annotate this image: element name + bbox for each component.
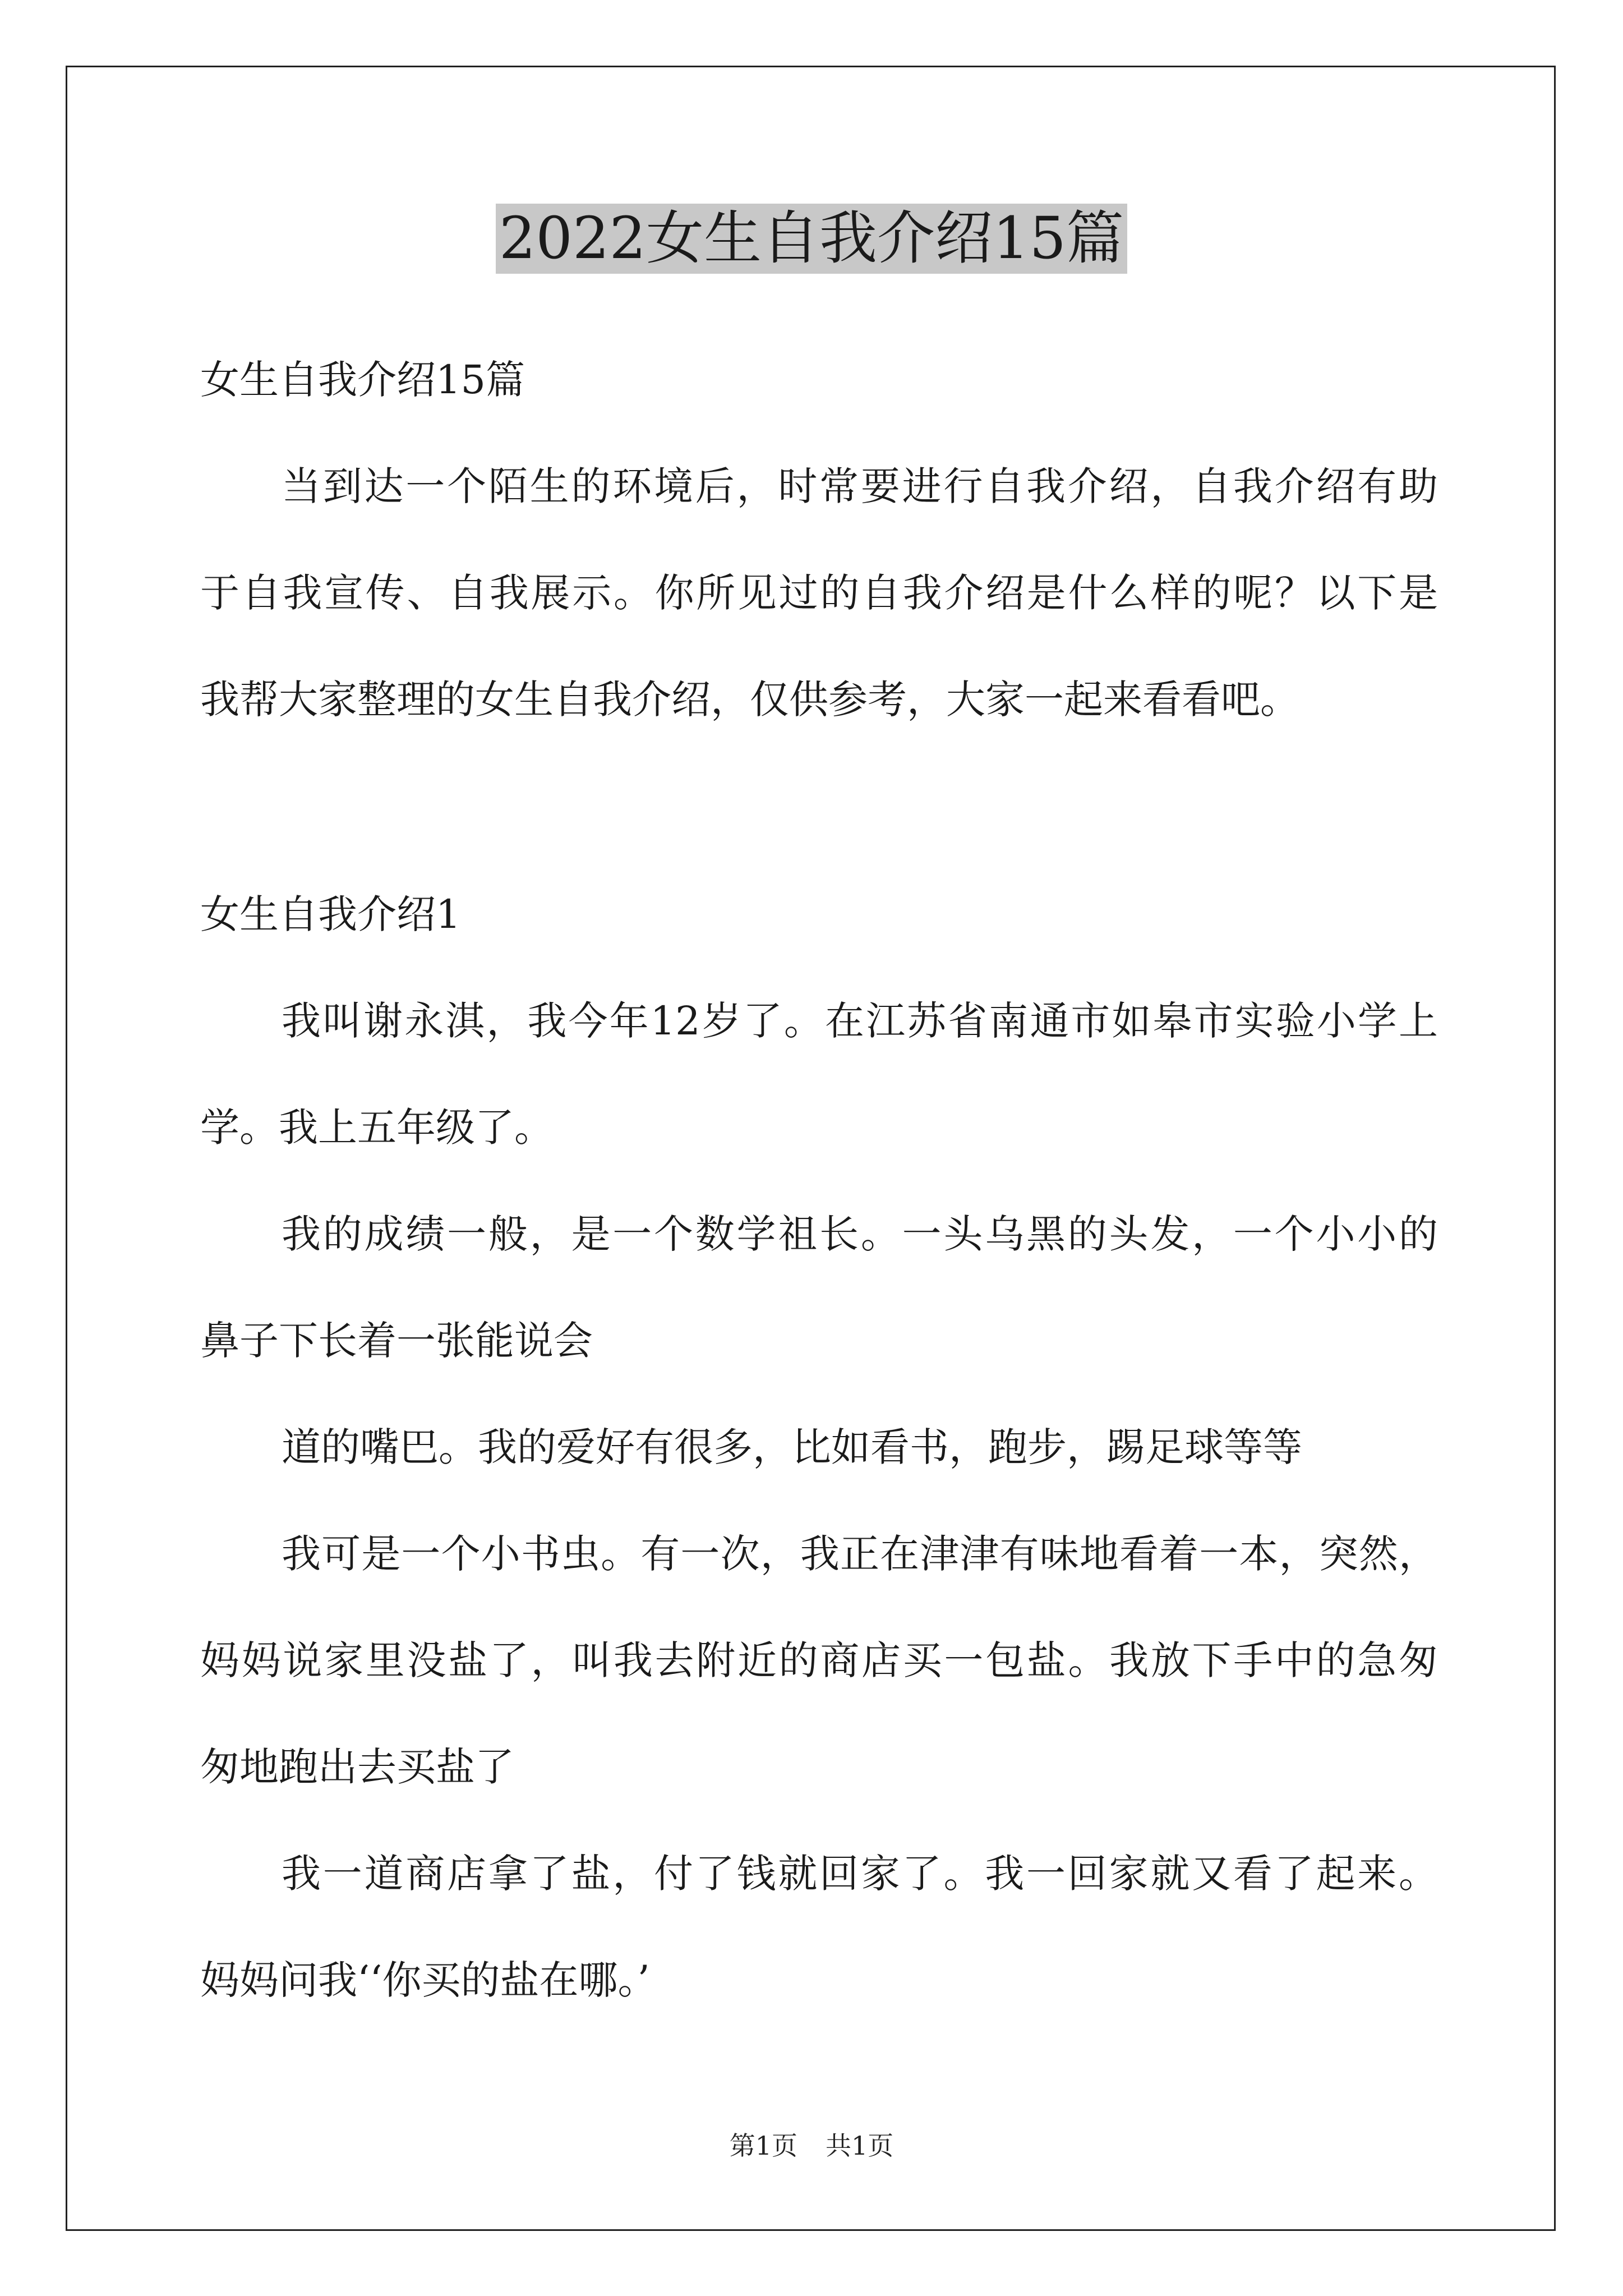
title-highlight: 2022女生自我介绍15篇 bbox=[496, 204, 1127, 274]
body-line: 学。我上五年级了。 bbox=[200, 1105, 554, 1151]
document-title bbox=[0, 204, 1623, 274]
body-line: 我的成绩一般，是一个数学祖长。一头乌黑的头发，一个小小的 bbox=[282, 1211, 1438, 1257]
body-line: 妈妈说家里没盐了，叫我去附近的商店买一包盐。我放下手中的急匆 bbox=[200, 1637, 1438, 1683]
page-total: 共1页 bbox=[826, 2131, 894, 2161]
body-line: 我可是一个小书虫。有一次，我正在津津有味地看着一本，突然， bbox=[282, 1531, 1438, 1577]
body-line: 我叫谢永淇，我今年12岁了。在江苏省南通市如皋市实验小学上 bbox=[282, 998, 1438, 1044]
intro-line: 当到达一个陌生的环境后，时常要进行自我介绍，自我介绍有助 bbox=[282, 463, 1438, 509]
page-number: 第1页 bbox=[729, 2131, 797, 2161]
body-line: 鼻子下长着一张能说会 bbox=[200, 1318, 593, 1364]
body-line: 匆地跑出去买盐了 bbox=[200, 1744, 514, 1790]
subtitle: 女生自我介绍15篇 bbox=[200, 357, 525, 403]
section-heading: 女生自我介绍1 bbox=[200, 891, 461, 937]
body-line: 妈妈问我‘‘你买的盐在哪。’ bbox=[200, 1957, 650, 2003]
body-line: 道的嘴巴。我的爱好有很多，比如看书，跑步，踢足球等等 bbox=[282, 1424, 1302, 1470]
intro-line: 我帮大家整理的女生自我介绍，仅供参考，大家一起来看看吧。 bbox=[200, 677, 1299, 723]
intro-line: 于自我宣传、自我展示。你所见过的自我介绍是什么样的呢？以下是 bbox=[200, 570, 1438, 616]
body-line: 我一道商店拿了盐，付了钱就回家了。我一回家就又看了起来。 bbox=[282, 1851, 1438, 1897]
page-footer bbox=[0, 2129, 1623, 2162]
